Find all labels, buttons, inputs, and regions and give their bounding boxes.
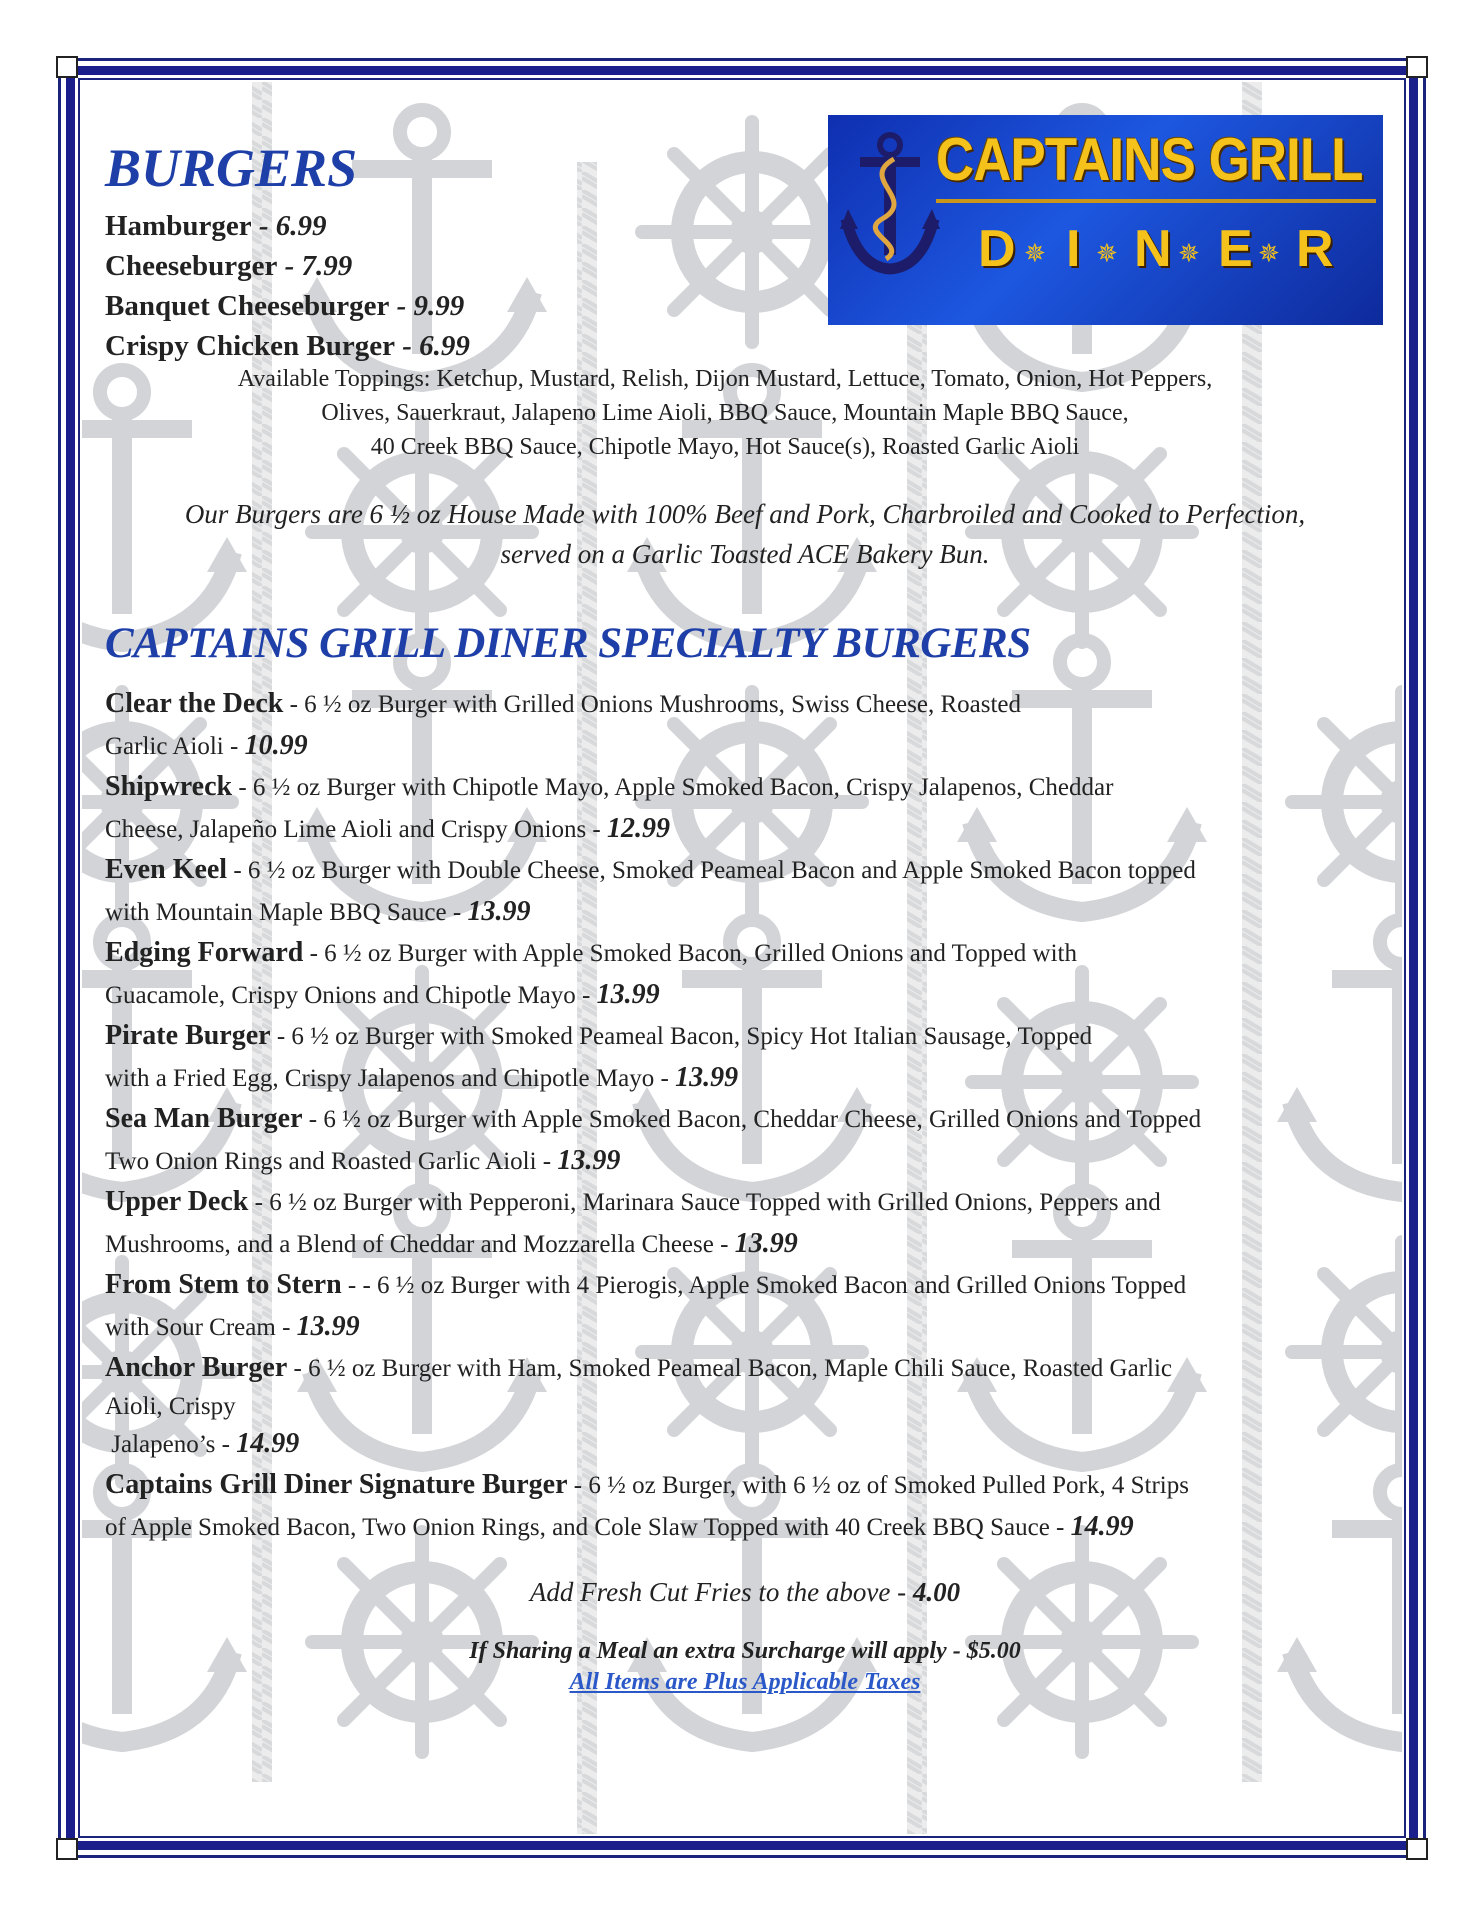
logo-letter: I: [1066, 220, 1081, 278]
item-description: - 6 ½ oz Burger with Apple Smoked Bacon, Cheddar Cheese, Grilled Onions and Topped: [302, 1106, 1202, 1133]
item-price: 13.99: [596, 978, 660, 1010]
ships-wheel-icon: ✵: [1258, 239, 1280, 268]
burger-description-note: [105, 494, 1385, 574]
item-description: Cheese, Jalapeño Lime Aioli and Crispy Onions -: [105, 815, 608, 843]
item-price: 14.99: [236, 1427, 300, 1459]
specialty-item: [105, 850, 1385, 933]
item-separator: -: [277, 250, 302, 282]
specialty-item: [105, 767, 1385, 850]
toppings-line: Olives, Sauerkraut, Jalapeno Lime Aioli, BBQ Sauce, Mountain Maple BBQ Sauce,: [321, 400, 1129, 426]
item-description: Two Onion Rings and Roasted Garlic Aioli -: [105, 1147, 558, 1175]
menu-content: [105, 120, 1385, 1696]
item-description: with Mountain Maple BBQ Sauce -: [105, 898, 468, 926]
ships-wheel-icon: ✵: [1178, 239, 1200, 268]
available-toppings: [85, 362, 1365, 464]
item-description: of Apple Smoked Bacon, Two Onion Rings, and Cole Slaw Topped with 40 Creek BBQ Sauce -: [105, 1513, 1071, 1541]
item-separator: -: [395, 330, 420, 362]
toppings-line: 40 Creek BBQ Sauce, Chipotle Mayo, Hot Sauce(s), Roasted Garlic Aioli: [370, 434, 1080, 460]
item-name: Upper Deck: [105, 1186, 249, 1217]
item-name: Edging Forward: [105, 937, 304, 968]
item-name: Crispy Chicken Burger: [105, 330, 395, 362]
item-name: Hamburger: [105, 210, 252, 242]
note-line: Our Burgers are 6 ½ oz House Made with 100% Beef and Pork, Charbroiled and Cooked to Perfection,: [184, 499, 1306, 529]
logo-letter: R: [1296, 220, 1334, 278]
burgers-heading: BURGERS: [105, 138, 358, 198]
item-description: - 6 ½ oz Burger with Smoked Peameal Bacon, Spicy Hot Italian Sausage, Topped: [270, 1023, 1093, 1050]
logo-letter: N: [1134, 220, 1172, 278]
item-name: Pirate Burger: [105, 1020, 271, 1051]
fries-addon: [105, 1572, 1385, 1612]
item-description: Garlic Aioli -: [105, 732, 245, 760]
item-description: - 6 ½ oz Burger with Double Cheese, Smoked Peameal Bacon and Apple Smoked Bacon topped: [227, 857, 1196, 884]
item-description: Jalapeno’s -: [105, 1430, 237, 1458]
item-name: Captains Grill Diner Signature Burger: [105, 1469, 568, 1500]
item-description: with a Fried Egg, Crispy Jalapenos and Chipotle Mayo -: [105, 1064, 676, 1092]
item-description: - 6 ½ oz Burger with Grilled Onions Mushrooms, Swiss Cheese, Roasted: [283, 691, 1022, 718]
item-price: 12.99: [607, 812, 671, 844]
item-description: - 6 ½ oz Burger with Chipotle Mayo, Apple Smoked Bacon, Crispy Jalapenos, Cheddar: [232, 774, 1114, 801]
item-description: with Sour Cream -: [105, 1313, 297, 1341]
sharing-surcharge-note: If Sharing a Meal an extra Surcharge will apply - $5.00: [469, 1638, 1021, 1664]
item-description: Aioli, Crispy: [105, 1392, 236, 1420]
specialty-burgers-heading: CAPTAINS GRILL DINER SPECIALTY BURGERS: [105, 620, 1031, 667]
item-name: Anchor Burger: [105, 1352, 288, 1383]
item-name: Clear the Deck: [105, 688, 284, 719]
specialty-item: [105, 684, 1385, 767]
taxes-note: All Items are Plus Applicable Taxes: [569, 1669, 921, 1695]
menu-item: [105, 326, 1385, 366]
specialty-item: [105, 933, 1385, 1016]
item-description: Guacamole, Crispy Onions and Chipotle Mayo -: [105, 981, 597, 1009]
item-price: 7.99: [301, 250, 353, 282]
specialty-item: [105, 1182, 1385, 1265]
fries-text: Add Fresh Cut Fries to the above -: [529, 1577, 913, 1607]
item-name: Even Keel: [105, 854, 228, 885]
note-line: served on a Garlic Toasted ACE Bakery Bun.: [500, 539, 990, 569]
specialty-item: [105, 1016, 1385, 1099]
logo-title: CAPTAINS GRILL: [936, 126, 1363, 193]
item-price: 13.99: [734, 1227, 798, 1259]
item-price: 14.99: [1070, 1510, 1134, 1542]
border-corner: [1406, 1838, 1428, 1860]
item-price: 13.99: [675, 1061, 739, 1093]
item-price: 13.99: [557, 1144, 621, 1176]
item-name: Sea Man Burger: [105, 1103, 303, 1134]
specialty-item-anchor-burger: [105, 1348, 1385, 1465]
menu-item: [105, 286, 1385, 326]
burger-list: [105, 206, 1385, 366]
item-price: 9.99: [413, 290, 465, 322]
specialty-item: [105, 1265, 1385, 1348]
specialty-item-signature-burger: [105, 1465, 1385, 1548]
item-separator: -: [389, 290, 414, 322]
item-price: 10.99: [244, 729, 308, 761]
item-description: - - 6 ½ oz Burger with 4 Pierogis, Apple Smoked Bacon and Grilled Onions Topped: [341, 1272, 1187, 1299]
item-description: - 6 ½ oz Burger, with 6 ½ oz of Smoked Pulled Pork, 4 Strips: [567, 1472, 1189, 1499]
fries-price: 4.00: [912, 1577, 961, 1607]
item-description: - 6 ½ oz Burger with Apple Smoked Bacon, Grilled Onions and Topped with: [303, 940, 1077, 967]
specialty-burger-list: [105, 684, 1385, 1548]
item-description: Mushrooms, and a Blend of Cheddar and Mozzarella Cheese -: [105, 1230, 735, 1258]
item-separator: -: [251, 210, 276, 242]
item-name: Banquet Cheeseburger: [105, 290, 390, 322]
border-corner: [56, 1838, 78, 1860]
ships-wheel-icon: ✵: [1096, 239, 1118, 268]
menu-item: [105, 206, 1385, 246]
item-price: 13.99: [296, 1310, 360, 1342]
item-name: From Stem to Stern: [105, 1269, 342, 1300]
item-price: 6.99: [275, 210, 327, 242]
item-price: 6.99: [419, 330, 470, 362]
item-price: 13.99: [467, 895, 531, 927]
border-corner: [1406, 56, 1428, 78]
item-description: - 6 ½ oz Burger with Pepperoni, Marinara Sauce Topped with Grilled Onions, Peppers and: [248, 1189, 1161, 1216]
ships-wheel-icon: ✵: [1024, 239, 1046, 268]
specialty-item: [105, 1099, 1385, 1182]
item-name: Cheeseburger: [105, 250, 278, 282]
toppings-line: Available Toppings: Ketchup, Mustard, Relish, Dijon Mustard, Lettuce, Tomato, Onion, Hot Peppers,: [237, 366, 1213, 392]
item-name: Shipwreck: [105, 771, 233, 802]
logo-letter: E: [1218, 220, 1253, 278]
menu-item: [105, 246, 1385, 286]
border-corner: [56, 56, 78, 78]
item-description: - 6 ½ oz Burger with Ham, Smoked Peameal Bacon, Maple Chili Sauce, Roasted Garlic: [287, 1355, 1173, 1382]
logo-letter: D: [978, 220, 1016, 278]
